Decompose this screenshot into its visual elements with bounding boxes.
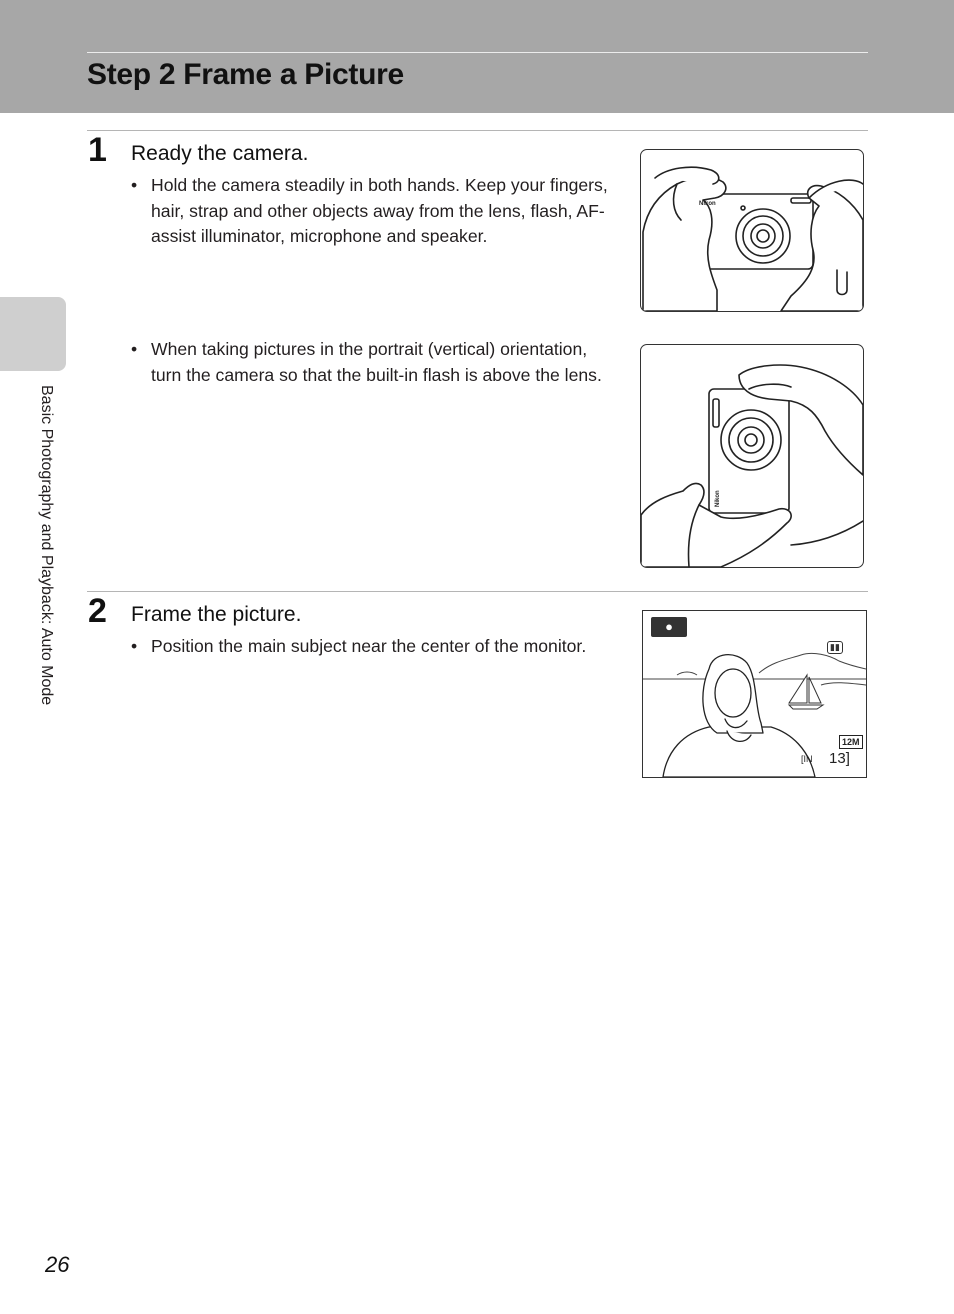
page-title: Step 2 Frame a Picture <box>87 58 404 91</box>
page-header <box>0 0 954 113</box>
illustration-hold-camera-landscape <box>640 149 864 312</box>
bullet-text: Hold the camera steadily in both hands. Keep your fingers, hair, strap and other objects away from the lens, flash, AF-assist illuminator, microphone and speaker. <box>151 175 608 246</box>
bullet-text: When taking pictures in the portrait (vertical) orientation, turn the camera so that the built-in flash is above the lens. <box>151 339 602 385</box>
step-1-rule <box>87 130 868 131</box>
step-2-number: 2 <box>88 592 107 630</box>
page-number: 26 <box>45 1252 70 1277</box>
header-rule <box>87 52 868 53</box>
step-2-bullet-1 <box>131 634 611 660</box>
svg-text:Nikon: Nikon <box>699 201 716 207</box>
image-size-indicator: 12M <box>839 735 863 749</box>
section-label: Basic Photography and Playback: Auto Mode <box>38 385 55 706</box>
step-1-bullet-1 <box>131 173 611 250</box>
landscape-camera-drawing <box>641 150 863 311</box>
exposures-remaining-value: 13 <box>829 750 846 767</box>
bullet-dot: • <box>131 339 138 359</box>
step-1-number: 1 <box>88 131 107 169</box>
step-1-bullet-2 <box>131 337 611 388</box>
step-1-heading: Ready the camera. <box>131 142 309 165</box>
section-tab <box>0 297 66 371</box>
portrait-camera-drawing <box>641 345 863 567</box>
step-2-heading: Frame the picture. <box>131 603 302 626</box>
step-2-rule <box>87 591 868 592</box>
battery-indicator-icon: ▮▮ <box>827 641 843 654</box>
bullet-text: Position the main subject near the center of the monitor. <box>151 636 587 656</box>
exposures-remaining: 13] <box>829 750 850 767</box>
camera-mode-icon: ● <box>651 617 687 637</box>
illustration-hold-camera-portrait <box>640 344 864 568</box>
bullet-dot: • <box>131 175 138 195</box>
svg-text:Nikon: Nikon <box>715 490 721 507</box>
memory-indicator: [IN <box>801 754 813 764</box>
monitor-display-illustration <box>642 610 867 778</box>
bullet-dot: • <box>131 636 138 656</box>
memory-indicator-label: IN <box>803 754 813 764</box>
